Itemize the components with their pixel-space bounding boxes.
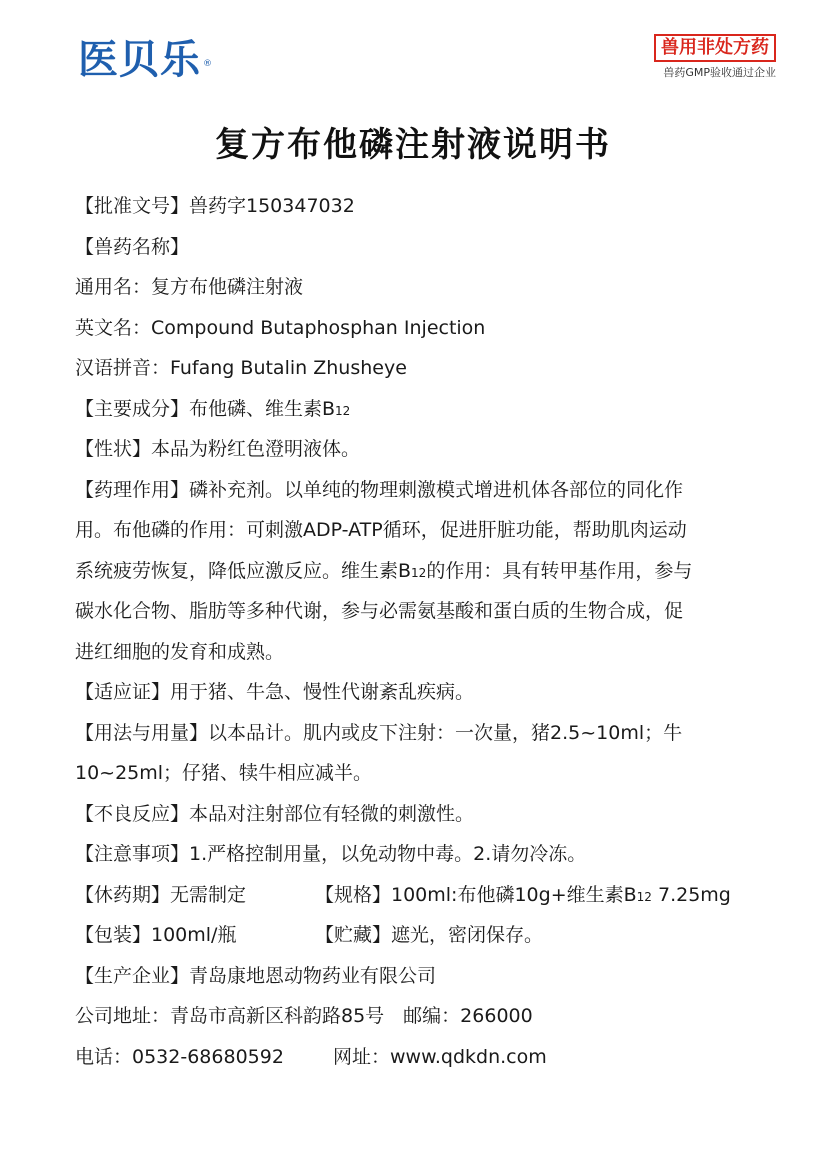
storage: 【贮藏】遮光，密闭保存。 [315, 924, 544, 946]
brand-logo [78, 34, 213, 86]
document-body [75, 186, 755, 1077]
website: 网址：www.qdkdn.com [333, 1045, 547, 1068]
header [0, 0, 826, 100]
document-title: 复方布他磷注射液说明书 [215, 125, 611, 165]
adverse-reactions: 【不良反应】本品对注射部位有轻微的刺激性。 [75, 802, 475, 825]
precautions: 【注意事项】1.严格控制用量，以免动物中毒。2.请勿冷冻。 [75, 843, 587, 865]
phone: 电话：0532-68680592 [75, 1045, 284, 1068]
dosage-line-2: 10~25ml；仔猪、犊牛相应减半。 [75, 762, 373, 784]
pharmacology-line-1: 【药理作用】磷补充剂。以单纯的物理刺激模式增进机体各部位的同化作 [75, 478, 684, 501]
withdrawal-spec-row [75, 875, 755, 916]
gmp-certification-text: 兽药GMP验收通过企业 [663, 66, 776, 79]
manufacturer: 【生产企业】青岛康地恩动物药业有限公司 [75, 964, 437, 987]
approval-number: 【批准文号】兽药字150347032 [75, 195, 355, 217]
pinyin-name: 汉语拼音：Fufang Butalin Zhusheye [75, 357, 407, 379]
spec-subscript: 12 [636, 889, 652, 904]
generic-name: 通用名：复方布他磷注射液 [75, 276, 304, 298]
spec-text-b: 7.25mg [651, 883, 731, 906]
ingredients-subscript: 12 [335, 403, 351, 418]
english-name: 英文名：Compound Butaphosphan Injection [75, 316, 486, 339]
ingredients [75, 389, 755, 430]
registered-mark: ® [203, 59, 213, 69]
withdrawal-period: 【休药期】无需制定 [75, 883, 247, 906]
pharmacology-line-2: 用。布他磷的作用：可刺激ADP-ATP循环，促进肝脏功能，帮助肌肉运动 [75, 519, 687, 541]
spec-text-a: 【规格】100ml:布他磷10g+维生素B [315, 883, 637, 906]
pharmacology-line-3a: 系统疲劳恢复，降低应激反应。维生素B [75, 559, 412, 582]
pharmacology-line-3 [75, 551, 755, 592]
pharmacology-subscript: 12 [411, 565, 427, 580]
appearance: 【性状】本品为粉红色澄明液体。 [75, 438, 361, 460]
specification [315, 875, 731, 916]
contact-row [75, 1037, 755, 1078]
pharmacology-line-3b: 的作用：具有转甲基作用，参与 [426, 559, 693, 582]
otc-vet-badge: 兽用非处方药 [654, 34, 776, 62]
package: 【包装】100ml/瓶 [75, 924, 237, 946]
drug-name-heading: 【兽药名称】 [75, 235, 190, 258]
pharmacology-line-4: 碳水化合物、脂肪等多种代谢，参与必需氨基酸和蛋白质的生物合成，促 [75, 600, 684, 622]
ingredients-text: 【主要成分】布他磷、维生素B [75, 397, 336, 420]
pharmacology-line-5: 进红细胞的发育和成熟。 [75, 640, 285, 663]
indications: 【适应证】用于猪、牛急、慢性代谢紊乱疾病。 [75, 681, 475, 703]
dosage-line-1: 【用法与用量】以本品计。肌内或皮下注射：一次量，猪2.5~10ml；牛 [75, 721, 683, 744]
package-storage-row [75, 915, 755, 956]
logo-text: 医贝乐 [78, 37, 201, 83]
company-address: 公司地址：青岛市高新区科韵路85号 邮编：266000 [75, 1005, 533, 1027]
